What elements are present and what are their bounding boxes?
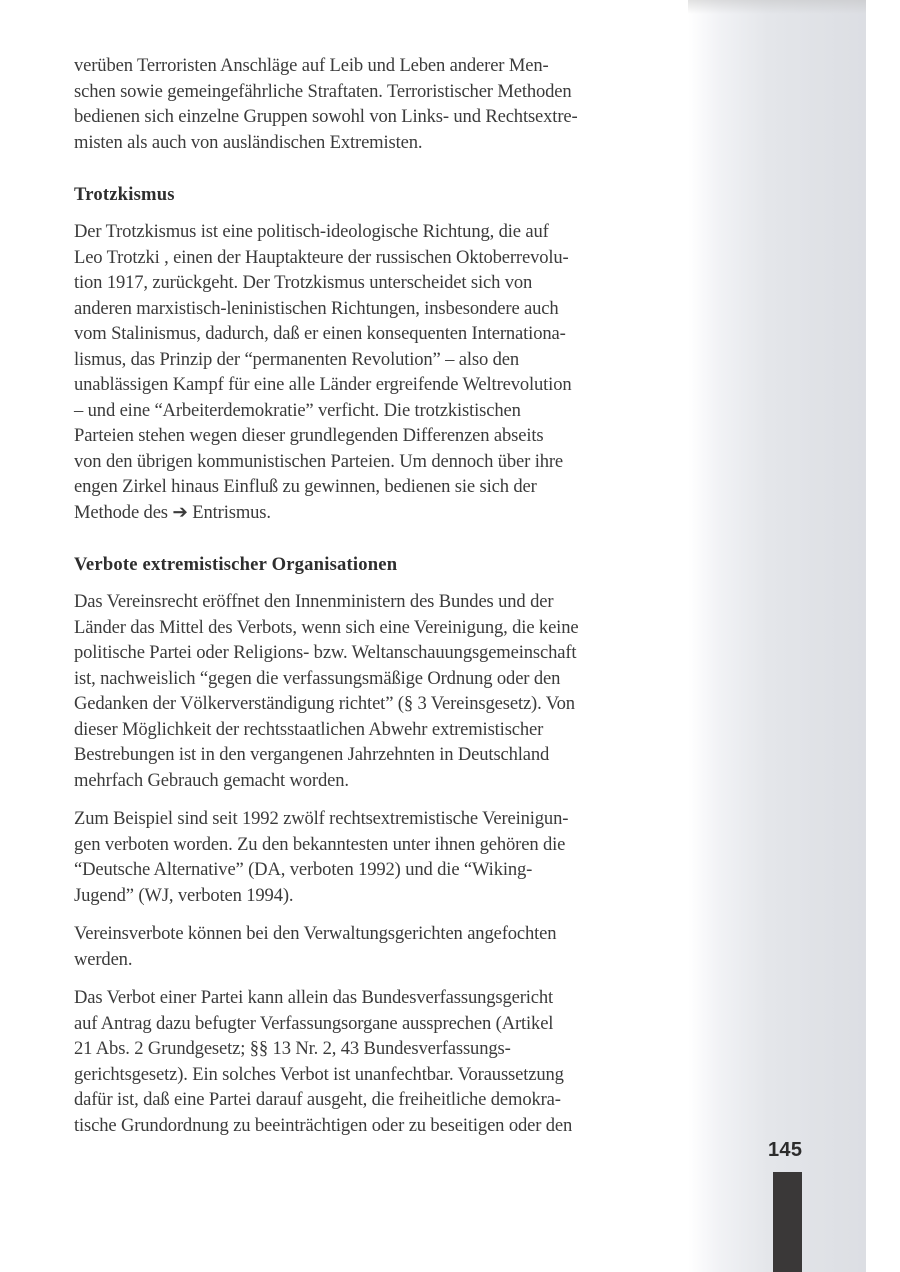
text-line: vom Stalinismus, dadurch, daß er einen konsequenten Internationa- [74,323,566,344]
text-line: Vereinsverbote können bei den Verwaltungsgerichten angefochten [74,923,557,944]
text-line: auf Antrag dazu befugter Verfassungsorgane aussprechen (Artikel [74,1012,554,1034]
text-line: Leo Trotzki , einen der Hauptakteure der russischen Oktoberrevolu- [74,246,569,268]
text-line: Zum Beispiel sind seit 1992 zwölf rechtsextremistische Vereinigun- [74,808,569,829]
text-line: gen verboten worden. Zu den bekanntesten unter ihnen gehören die [74,833,566,855]
text-line: Parteien stehen wegen dieser grundlegenden Differenzen abseits [74,425,544,446]
text-line: Bestrebungen ist in den vergangenen Jahrzehnten in Deutschland [74,744,550,765]
text-line: politische Partei oder Religions- bzw. Weltanschauungsgemeinschaft [74,642,577,663]
page-margin-band [688,0,866,1272]
text-line: ist, nachweislich “gegen die verfassungsmäßige Ordnung oder den [74,667,561,689]
text-line: Gedanken der Völkerverständigung richtet” (§ 3 Vereinsgesetz). Von [74,693,575,714]
paragraph-trotzkismus [74,219,674,525]
text-line: tische Grundordnung zu beeinträchtigen oder zu beseitigen oder den [74,1114,573,1136]
text-line: dieser Möglichkeit der rechtsstaatlichen Abwehr extremistischer [74,718,544,740]
text-line: unablässigen Kampf für eine alle Länder ergreifende Weltrevolution [74,374,572,395]
cross-reference-line: Methode des ➔ Entrismus. [74,501,271,523]
text-line: von den übrigen kommunistischen Parteien. Um dennoch über ihre [74,450,564,472]
text-line: 21 Abs. 2 Grundgesetz; §§ 13 Nr. 2, 43 Bundesverfassungs- [74,1038,511,1059]
paragraph-beispiel-verbote [74,806,674,908]
text-line: engen Zirkel hinaus Einfluß zu gewinnen, bedienen sie sich der [74,476,537,497]
text-line: bedienen sich einzelne Gruppen sowohl von Links- und Rechtsextre- [74,106,578,127]
chapter-thumb-index-bar [773,1172,802,1272]
text-line: verüben Terroristen Anschläge auf Leib und Leben anderer Men- [74,55,549,76]
text-line: – und eine “Arbeiterdemokratie” verficht. Die trotzkistischen [74,399,521,421]
text-line: gerichtsgesetz). Ein solches Verbot ist unanfechtbar. Voraussetzung [74,1063,564,1085]
heading-trotzkismus: Trotzkismus [74,184,175,205]
paragraph-terrorismus-continuation [74,53,674,155]
paragraph-parteiverbot [74,985,674,1138]
text-line: mehrfach Gebrauch gemacht worden. [74,769,349,791]
text-line: “Deutsche Alternative” (DA, verboten 1992) und die “Wiking- [74,859,533,880]
text-line: tion 1917, zurückgeht. Der Trotzkismus unterscheidet sich von [74,272,533,293]
text-line: Das Vereinsrecht eröffnet den Innenministern des Bundes und der [74,591,554,612]
text-line: werden. [74,948,133,970]
text-line: lismus, das Prinzip der “permanenten Revolution” – also den [74,348,520,370]
text-line: anderen marxistisch-leninistischen Richtungen, insbesondere auch [74,297,559,319]
text-line: Jugend” (WJ, verboten 1994). [74,884,294,906]
page-body [74,53,674,1151]
paragraph-anfechtung [74,921,674,972]
page-number: 145 [768,1139,803,1161]
text-line: dafür ist, daß eine Partei darauf ausgeht, die freiheitliche demokra- [74,1089,561,1110]
text-line: Das Verbot einer Partei kann allein das Bundesverfassungsgericht [74,987,554,1008]
paragraph-vereinsrecht [74,589,674,793]
text-line: Der Trotzkismus ist eine politisch-ideologische Richtung, die auf [74,221,549,242]
heading-verbote-extremistischer-organisationen: Verbote extremistischer Organisationen [74,554,398,575]
text-line: Länder das Mittel des Verbots, wenn sich eine Vereinigung, die keine [74,616,579,638]
text-line: misten als auch von ausländischen Extremisten. [74,131,423,153]
text-line: schen sowie gemeingefährliche Straftaten. Terroristischer Methoden [74,80,572,102]
